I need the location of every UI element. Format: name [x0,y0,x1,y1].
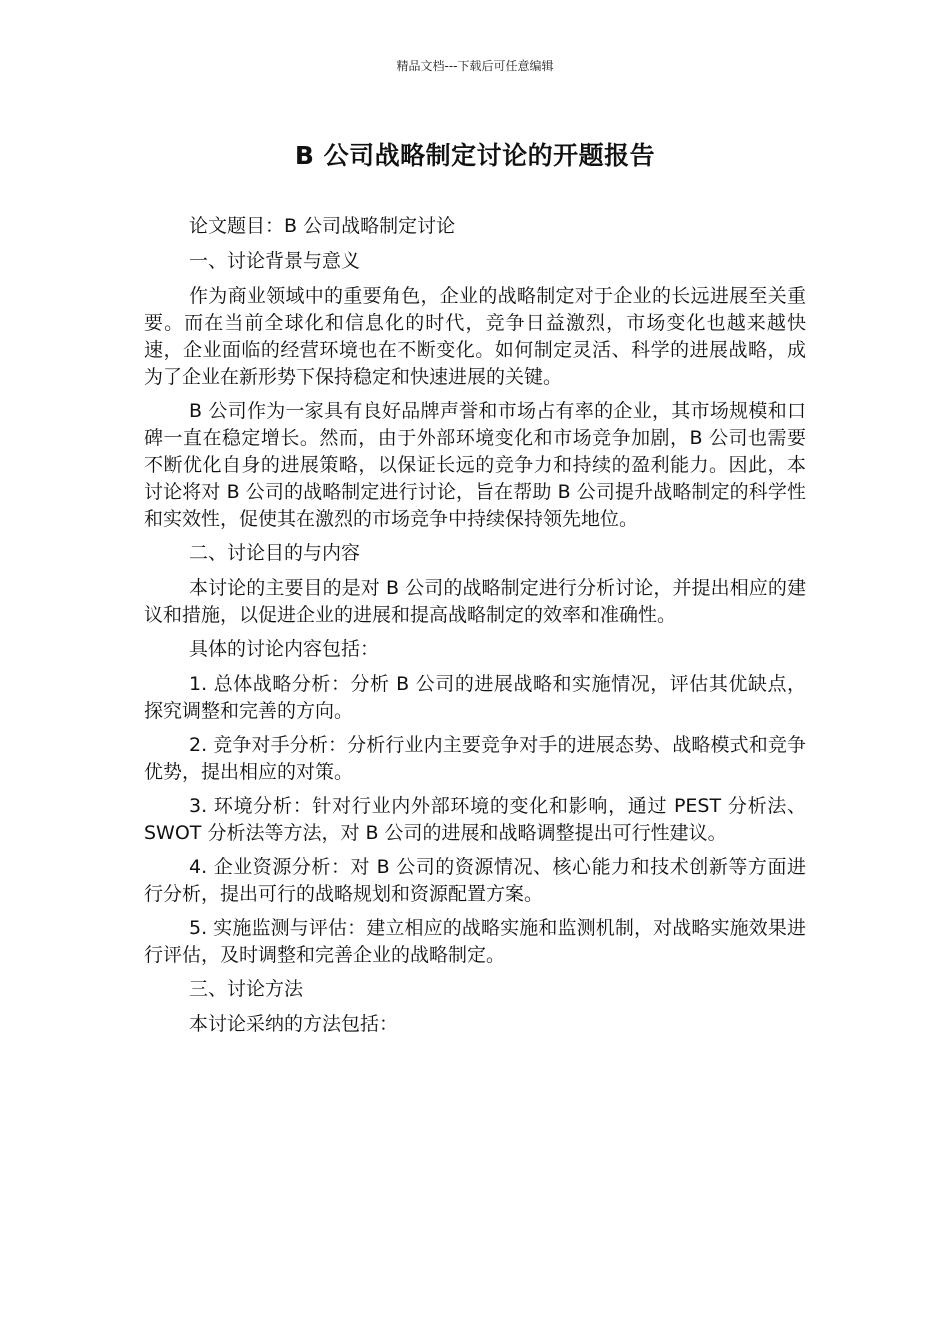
thesis-topic: 论文题目：B 公司战略制定讨论 [189,215,456,237]
section-heading-purpose: 二、讨论目的与内容 [189,542,361,564]
list-item-1: 1. 总体战略分析：分析 B 公司的进展战略和实施情况，评估其优缺点，探究调整和完善的方向。 [144,673,806,722]
paragraph-purpose: 本讨论的主要目的是对 B 公司的战略制定进行分析讨论，并提出相应的建议和措施，以促进企业的进展和提高战略制定的效率和准确性。 [144,577,806,626]
list-item-5: 5. 实施监测与评估：建立相应的战略实施和监测机制，对战略实施效果进行评估，及时调整和完善企业的战略制定。 [144,917,806,966]
list-item-4: 4. 企业资源分析：对 B 公司的资源情况、核心能力和技术创新等方面进行分析，提出可行的战略规划和资源配置方案。 [144,856,806,905]
document-title: B 公司战略制定讨论的开题报告 [294,141,656,170]
section-heading-method: 三、讨论方法 [189,978,304,1000]
document-body [144,213,806,1046]
list-item-3: 3. 环境分析：针对行业内外部环境的变化和影响，通过 PEST 分析法、SWOT 分析法等方法，对 B 公司的进展和战略调整提出可行性建议。 [144,795,806,844]
paragraph-background-1: 作为商业领域中的重要角色，企业的战略制定对于企业的长远进展至关重要。而在当前全球化和信息化的时代，竞争日益激烈，市场变化也越来越快速，企业面临的经营环境也在不断变化。如何制定灵活、科学的进展战略，成为了企业在新形势下保持稳定和快速进展的关键。 [144,285,806,388]
method-intro: 本讨论采纳的方法包括： [189,1013,399,1035]
section-heading-background: 一、讨论背景与意义 [189,250,361,272]
content-intro: 具体的讨论内容包括： [189,638,380,660]
paragraph-background-2: B 公司作为一家具有良好品牌声誉和市场占有率的企业，其市场规模和口碑一直在稳定增长。然而，由于外部环境变化和市场竞争加剧，B 公司也需要不断优化自身的进展策略，以保证长远的竞争力和持续的盈利能力。因此，本讨论将对 B 公司的战略制定进行讨论，旨在帮助 B 公司提升战略制定的科学性和实效性，促使其在激烈的市场竞争中持续保持领先地位。 [144,400,806,530]
list-item-2: 2. 竞争对手分析：分析行业内主要竞争对手的进展态势、战略模式和竞争优势，提出相应的对策。 [144,734,806,783]
page-header: 精品文档---下载后可任意编辑 [396,59,554,73]
